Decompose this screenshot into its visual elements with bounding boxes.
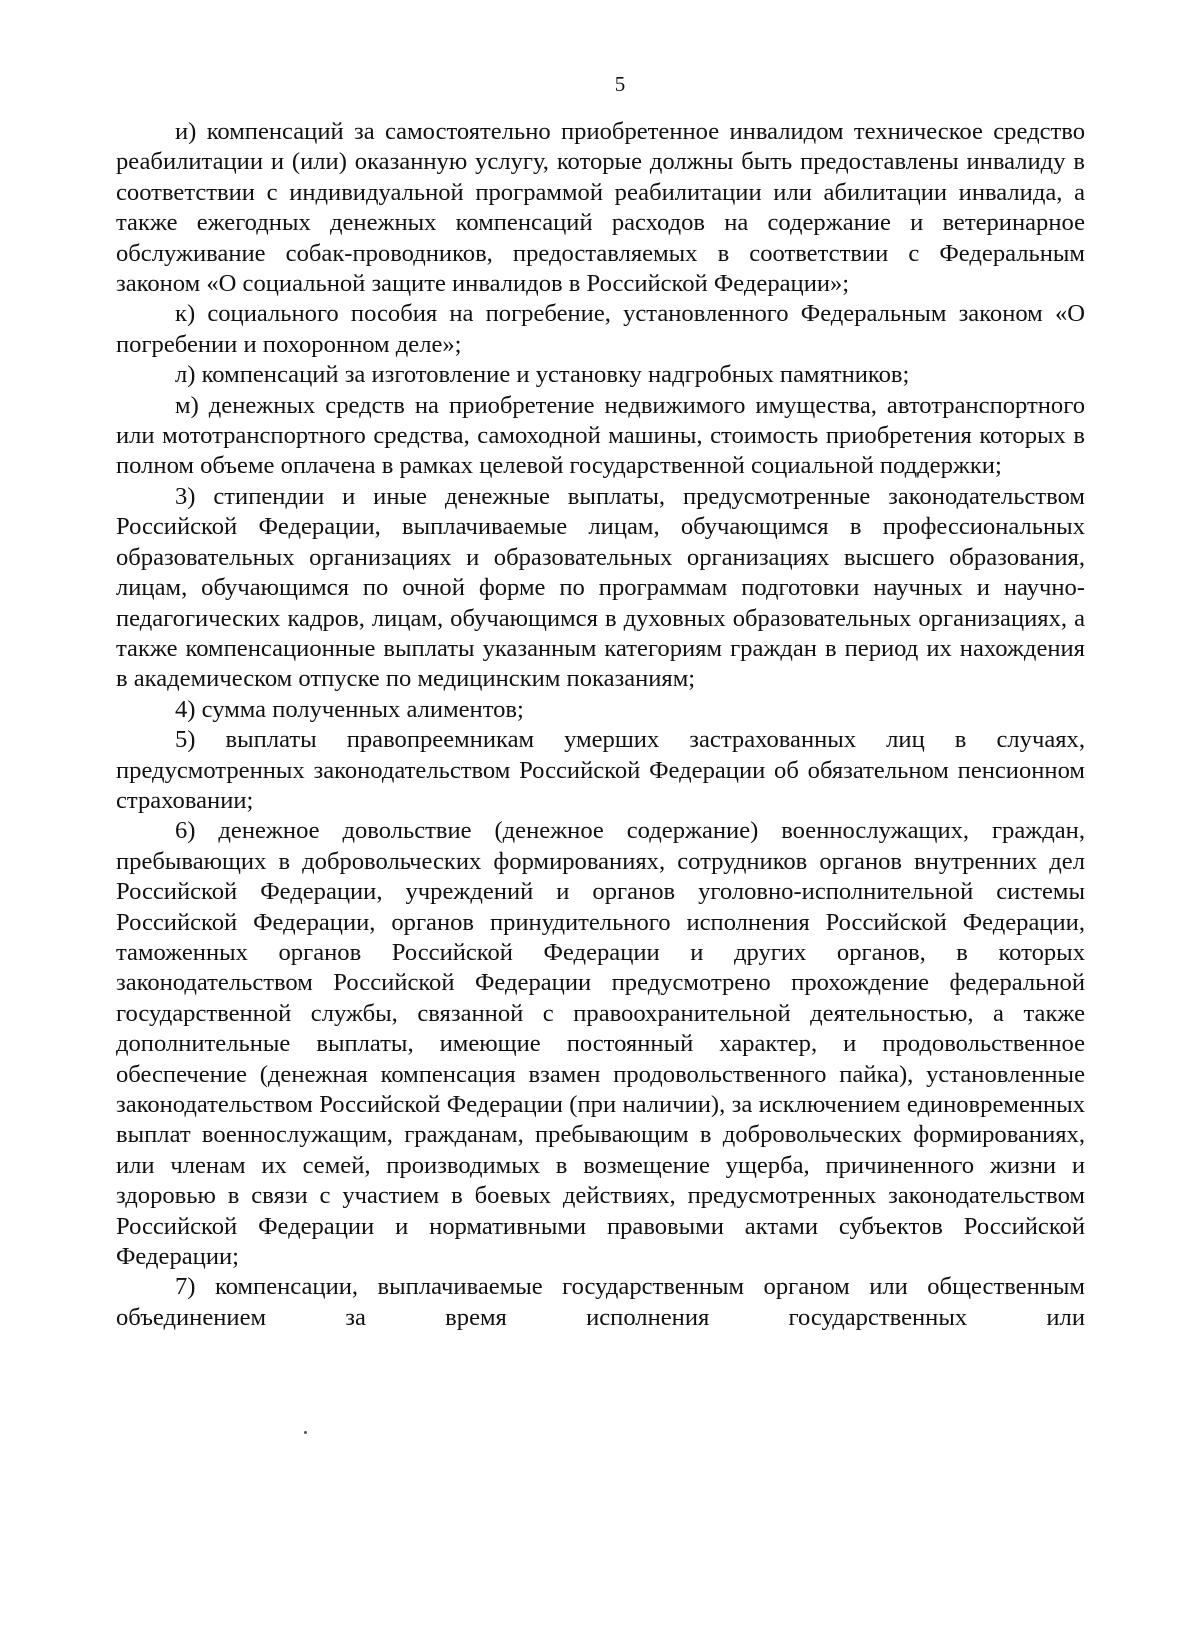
- page-number: 5: [614, 72, 626, 96]
- paragraph-4: 4) сумма полученных алиментов;: [175, 695, 524, 723]
- paragraph-k: к) социального пособия на погребение, установленного Федеральным законом «О погребении и похоронном деле»;: [116, 300, 1085, 358]
- paragraph-6: 6) денежное довольствие (денежное содержание) военнослужащих, граждан, пребывающих в добровольческих формированиях, сотрудников органов внутренних дел Российской Федерации, учреждений и органов уголовно-исполнительной системы Российской Федерации, органов принудительного исполнения Российской Федерации, таможенных органов Российской Федерации и других органов, в которых законодательством Российской Федерации предусмотрено прохождение федеральной государственной службы, связанной с правоохранительной деятельностью, а также дополнительные выплаты, имеющие постоянный характер, и продовольственное обеспечение (денежная компенсация взамен продовольственного пайка), установленные законодательством Российской Федерации (при наличии), за исключением единовременных выплат военнослужащим, гражданам, пребывающим в добровольческих формированиях, или членам их семей, производимых в возмещение ущерба, причиненного жизни и здоровью в связи с участием в боевых действиях, предусмотренных законодательством Российской Федерации и нормативными правовыми актами субъектов Российской Федерации;: [116, 817, 1085, 1271]
- paragraph-i: и) компенсаций за самостоятельно приобретенное инвалидом техническое средство реабилитации и (или) оказанную услугу, которые должны быть предоставлены инвалиду в соответствии с индивидуальной программой реабилитации или абилитации инвалида, а также ежегодных денежных компенсаций расходов на содержание и ветеринарное обслуживание собак-проводников, предоставляемых в соответствии с Федеральным законом «О социальной защите инвалидов в Российской Федерации»;: [116, 118, 1085, 298]
- paragraph-7: 7) компенсации, выплачиваемые государственным органом или общественным объединением за время исполнения государственных или: [116, 1273, 1085, 1331]
- paragraph-l: л) компенсаций за изготовление и установку надгробных памятников;: [175, 361, 910, 389]
- document-body: [116, 117, 1085, 1333]
- scan-speck: [304, 1431, 307, 1434]
- paragraph-5: 5) выплаты правопреемникам умерших застрахованных лиц в случаях, предусмотренных законодательством Российской Федерации об обязательном пенсионном страховании;: [116, 726, 1085, 814]
- paragraph-m: м) денежных средств на приобретение недвижимого имущества, автотранспортного или мототранспортного средства, самоходной машины, стоимость приобретения которых в полном объеме оплачена в рамках целевой государственной социальной поддержки;: [116, 391, 1085, 480]
- paragraph-3: 3) стипендии и иные денежные выплаты, предусмотренные законодательством Российской Федерации, выплачиваемые лицам, обучающимся в профессиональных образовательных организациях и образовательных организациях высшего образования, лицам, обучающимся по очной форме по программам подготовки научных и научно-педагогических кадров, лицам, обучающимся в духовных образовательных организациях, а также компенсационные выплаты указанным категориям граждан в период их нахождения в академическом отпуске по медицинским показаниям;: [116, 482, 1085, 693]
